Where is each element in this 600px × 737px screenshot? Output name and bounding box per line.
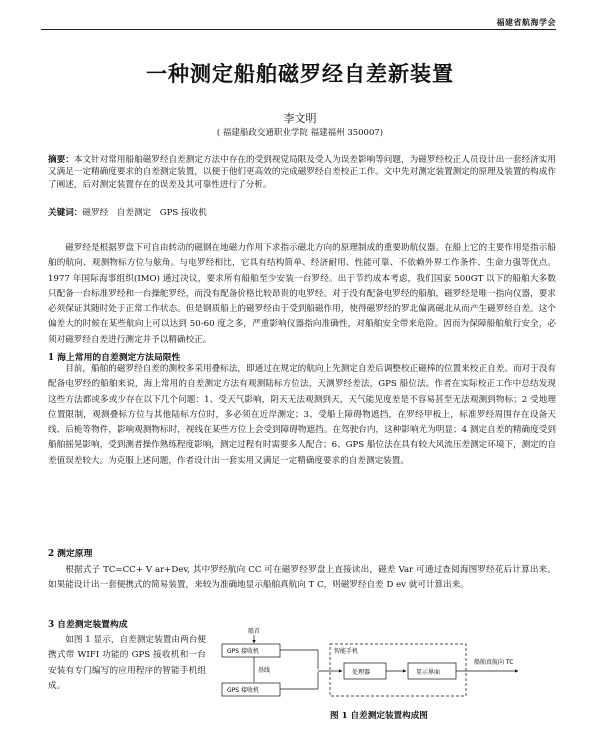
journal-name: 福建省航海学会 xyxy=(496,17,556,27)
keywords xyxy=(48,206,556,218)
abstract xyxy=(48,154,556,191)
header-rule xyxy=(41,29,556,30)
section1-paragraph: 目前，船舶的磁罗经自差的测校多采用叠标法，即通过在规定的航向上先测定自差后调整校正磁棒的位置来校正自差。而对于没有配备电罗经的船舶来说，海上常用的自差测定方法有观测陆标方位法，天测罗经差法，GPS 船位法。作者在实际校正工作中总结发现这些方法都或多或少存在以下几个问题：1、受天气影响，阴天无法观测到天，天气能见度差是不容易甚至无法观测到物标；2 受地理位置限制，观测叠标方位与其他陆标方位时，多必须在近岸测定；3、受船上障碍物遮挡，在罗经甲板上，标准罗经周围存在设备天线、后桅等物件，影响观测物标时，视线在某些方位上会受到障碍物遮挡。在驾驶台内，这种影响尤为明显；4 测定自差的精确度受到船舶摇晃影响，受到测者操作熟练程度影响，测定过程有时需要多人配合；6、GPS 船位法在具有较大风流压差测定环境下，测定的自差值误差较大。为克服上述问题，作者设计出一套实用又满足一定精确度要求的自差测定装置。 xyxy=(48,364,556,466)
keywords-text: 磁罗经 自差测定 GPS 接收机 xyxy=(82,208,207,218)
output-label: 船舶真航向 TC xyxy=(474,659,514,666)
figure-diagram xyxy=(218,626,562,708)
section2-paragraph: 根据式子 TC=CC+ V ar+Dev, 其中罗经航向 CC 可在磁罗经罗盘上直接读出，磁差 Var 可通过查阅海图罗经花后计算出来。如果能设计出一套便携式的简易装置，来较为准确地显示船舶真航向 T C，则磁罗经自差 D ev 就可计算出来。 xyxy=(48,565,556,591)
processor-label: 处理器 xyxy=(352,669,371,676)
device-diagram-svg xyxy=(218,626,562,708)
display-label: 显示界面 xyxy=(416,669,441,676)
smartphone-label: 智能手机 xyxy=(334,648,359,655)
section-heading-1: 1 海上常用的自差测定方法局限性 xyxy=(48,353,181,363)
gps-receiver-label-1: GPS 接收机 xyxy=(227,648,259,655)
abstract-label: 摘要： xyxy=(48,155,74,165)
label-bow: 船首 xyxy=(248,628,261,635)
section-heading-3: 3 自差测定装置构成 xyxy=(48,620,128,630)
article-title: 一种测定船舶磁罗经自差新装置 xyxy=(146,62,454,86)
intro-paragraph: 磁罗经是根据罗盘下可自由转动的磁钢在地磁力作用下求指示磁北方向的原理制成的重要助航仪器。在船上它的主要作用是指示船舶的航向、观测物标方位与舷角。与电罗经相比，它具有结构简单、经济耐用、性能可靠、不依赖外界工作条件、生命力强等优点。1977 年国际海事组织(IMO) 通过决议，要求所有船舶至少安装一台罗经。出于节约成本考虑，我们国家 500GT 以下的船舶大多数只配备一台标准罗经和一台操舵罗经，而没有配备价格比较昂贵的电罗经。对于没有配备电罗经的船舶，磁罗经是唯一指向仪器，要求必须保证其随时处于正常工作状态。但是钢质船上的磁罗经由于受到船磁作用，使得磁罗经的罗北偏离磁北从而产生磁罗经自差。这个偏差大的时候在某些航向上可以达到 50-60 度之多，严重影响仪器指向准确性，对船舶安全带来危险。因而为保障船舶航行安全，必须对磁罗经自差进行测定并予以精确校正。 xyxy=(48,243,556,345)
keywords-label: 关键词： xyxy=(48,208,83,218)
author-name: 李文明 xyxy=(283,112,317,125)
section3-paragraph: 如图 1 显示，自差测定装置由两台便携式带 WIFI 功能的 GPS 接收机和一台安装有专门编写的应用程序的智能手机组成。 xyxy=(48,635,206,691)
abstract-text: 本文针对常用船舶磁罗经自差测定方法中存在的受到视觉局限及受人为误差影响等问题，为磁罗经校正人员设计出一套经济实用又满足一定精确度要求的自差测定装置，以便于他们更高效的完成磁罗经自差校正工作。文中先对测定装置测定的原理及装置的构成作了阐述，后对测定装置存在的误差及其可靠性进行了分析。 xyxy=(48,155,556,190)
author-affiliation: ( 福建船政交通职业学院 福建福州 350007) xyxy=(216,128,384,138)
label-baseline: 基线 xyxy=(258,667,271,674)
section-heading-2: 2 测定原理 xyxy=(48,549,93,559)
gps-receiver-label-2: GPS 接收机 xyxy=(227,687,259,694)
figure-caption: 图 1 自差测定装置构成图 xyxy=(330,711,428,721)
